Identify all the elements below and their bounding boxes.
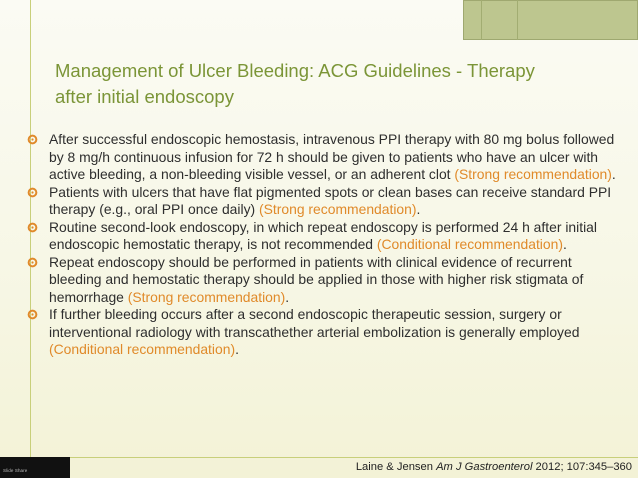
bullet-end: . bbox=[235, 341, 239, 357]
flower-bullet-icon bbox=[27, 187, 38, 198]
bullet-item bbox=[27, 131, 617, 184]
bullet-list bbox=[27, 131, 617, 359]
citation bbox=[356, 461, 632, 473]
flower-bullet-icon bbox=[27, 222, 38, 233]
flower-bullet-icon bbox=[27, 257, 38, 268]
bullet-text: Patients with ulcers that have flat pigmented spots or clean bases can receive standard PPI therapy (e.g., oral PPI once daily) bbox=[49, 183, 612, 217]
slideshare-logo[interactable] bbox=[0, 457, 70, 478]
bullet-end: . bbox=[562, 236, 567, 252]
recommendation-strength: (Conditional recommendation) bbox=[49, 341, 236, 357]
citation-journal: Am J Gastroenterol bbox=[436, 461, 533, 473]
recommendation-strength: (Strong recommendation) bbox=[127, 288, 286, 305]
logo-text: Slide Share bbox=[3, 468, 28, 473]
title-line-1: Management of Ulcer Bleeding: ACG Guidelines - Therapy bbox=[55, 60, 535, 81]
recommendation-strength: (Strong recommendation) bbox=[259, 201, 417, 217]
bullet-text: Routine second-look endoscopy, in which repeat endoscopy is performed 24 h after initial endoscopic hemostatic therapy, is not recommended bbox=[49, 218, 597, 252]
flower-bullet-icon bbox=[27, 309, 38, 320]
title-line-2: after initial endoscopy bbox=[55, 86, 234, 107]
bullet-end: . bbox=[285, 288, 290, 305]
bullet-text: After successful endoscopic hemostasis, intravenous PPI therapy with 80 mg bolus followed by 8 mg/h continuous infusion for 72 h should be given to patients who have an ulcer with active bleeding, a non-bleeding visible vessel, or an adherent clot bbox=[49, 131, 615, 182]
bullet-end: . bbox=[611, 166, 616, 182]
recommendation-strength: (Conditional recommendation) bbox=[376, 236, 563, 252]
bullet-end: . bbox=[416, 201, 421, 217]
corner-decoration bbox=[463, 0, 638, 40]
flower-bullet-icon bbox=[27, 134, 38, 145]
bullet-item bbox=[27, 219, 617, 254]
bullet-item bbox=[27, 184, 617, 219]
citation-details: 2012; 107:345–360 bbox=[532, 461, 632, 473]
bullet-text: If further bleeding occurs after a second endoscopic therapeutic session, surgery or interventional radiology with transcathether arterial embolization is generally employed bbox=[49, 306, 580, 340]
recommendation-strength: (Strong recommendation) bbox=[454, 166, 612, 182]
citation-authors: Laine & Jensen bbox=[355, 461, 437, 473]
bullet-text: Repeat endoscopy should be performed in patients with clinical evidence of recurrent bleeding and hemostatic therapy should be applied in those with higher risk stigmata of hemorrhage bbox=[49, 253, 584, 305]
bullet-item bbox=[27, 306, 617, 359]
slide-title bbox=[55, 58, 615, 110]
bullet-item bbox=[27, 254, 617, 307]
